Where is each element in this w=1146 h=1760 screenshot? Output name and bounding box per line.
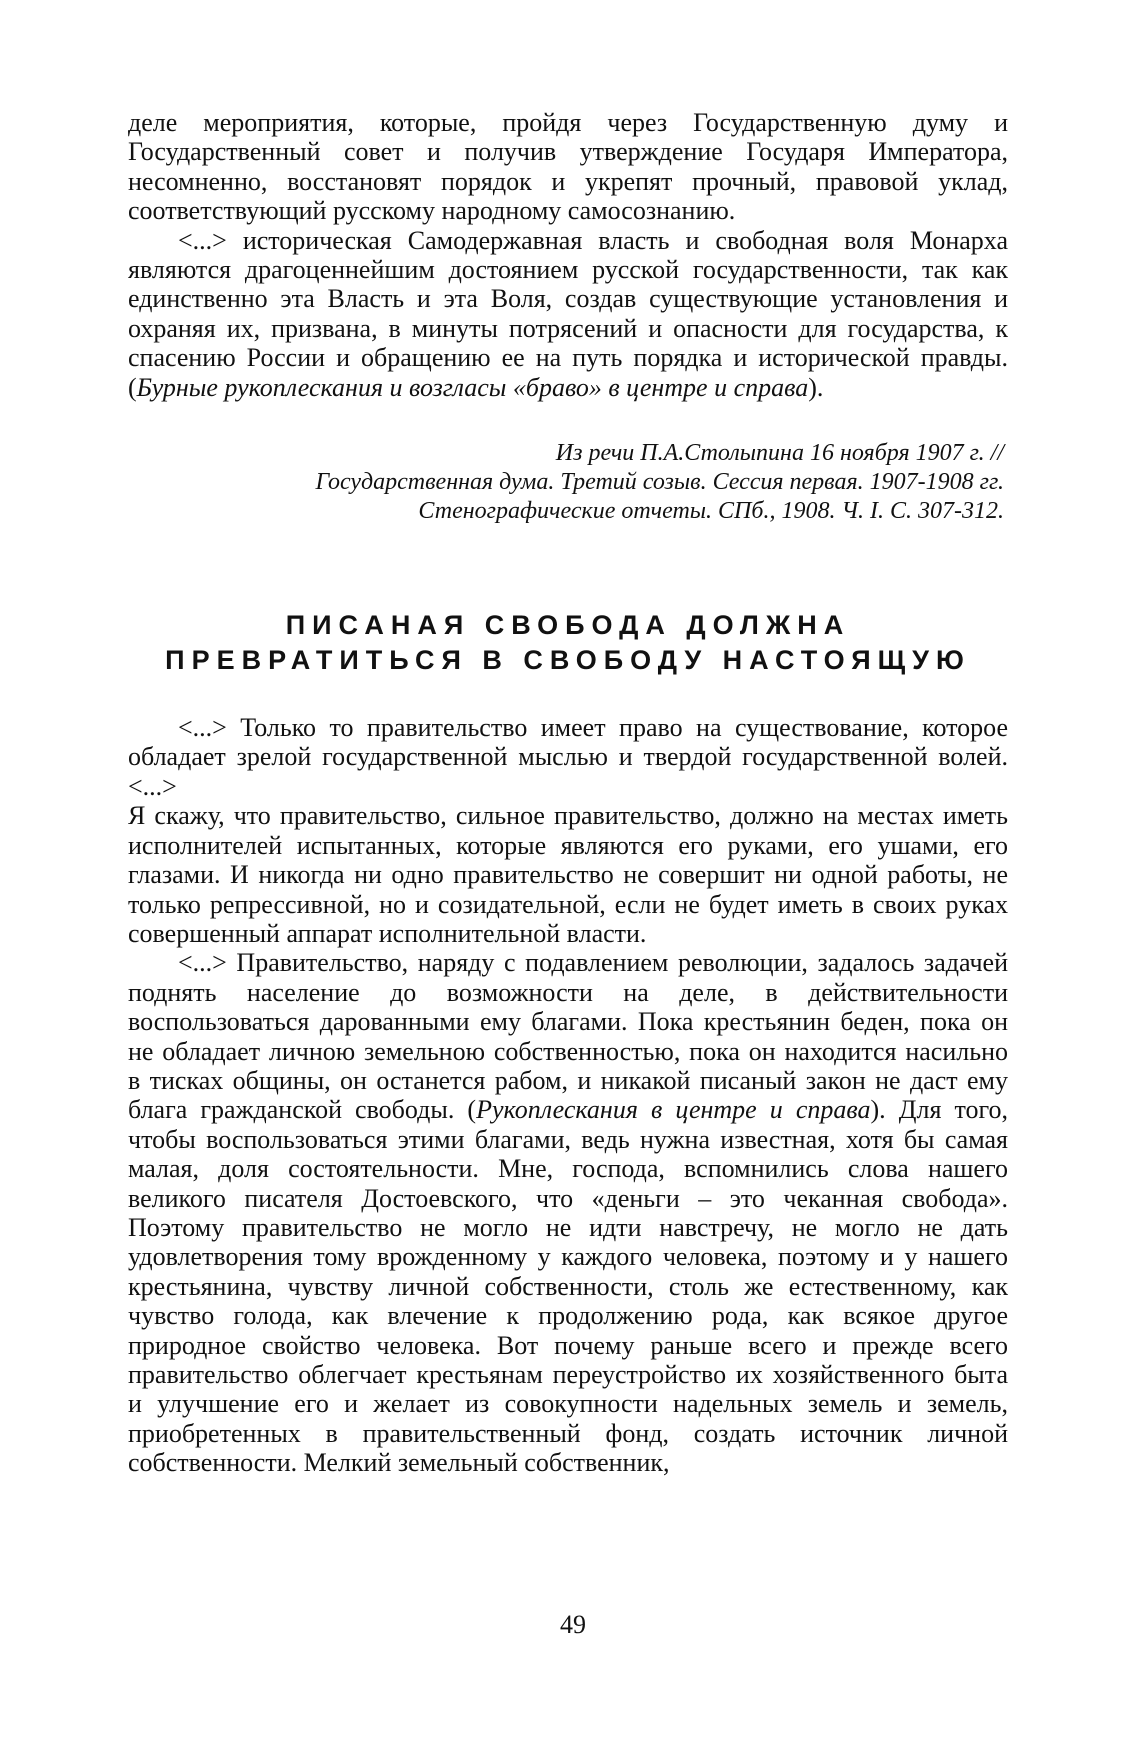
heading-line: ПРЕВРАТИТЬСЯ В СВОБОДУ НАСТОЯЩУЮ (165, 645, 971, 676)
source-line: Стенографические отчеты. СПб., 1908. Ч. I. С. 307-312. (418, 498, 1004, 525)
paragraph-autocracy (128, 226, 1008, 402)
page-number: 49 (560, 1610, 586, 1639)
paragraph-text-tail: ). (808, 372, 824, 402)
paragraph-continuation (128, 108, 1008, 226)
paragraph-text: <...> Правительство, наряду с подавлением революции, задалось задачей поднять население до возможности на деле, в действительности воспользоваться дарованными ему благами. Пока крестьянин беден, пока он не обладает личною земельною собственностью, пока он находится насильно в тисках общины, он останется рабом, и никакой писаный закон не даст ему блага гражданской свободы. ( (128, 948, 1008, 1125)
paragraph-text: <...> историческая Самодержавная власть и свободная воля Монарха являются драгоценнейшим достоянием русской государственности, так как единственно эта Власть и эта Воля, создав существующие установления и охраняя их, призвана, в минуты потрясений и опасности для государства, к спасению России и обращению ее на путь порядка и исторической правды. ( (128, 225, 1008, 402)
source-citation (128, 439, 1008, 526)
paragraph-text: деле мероприятия, которые, пройдя через Государственную думу и Государственный совет и получив утверждение Государя Императора, несомненно, восстановят порядок и укрепят прочный, правовой уклад, соответствующий русскому народному самосознанию. (128, 108, 1008, 226)
section-heading (128, 608, 1008, 678)
source-line: Из речи П.А.Столыпина 16 ноября 1907 г. // (555, 440, 1004, 467)
paragraph-strong-government (128, 801, 1008, 948)
stage-remark: Рукоплескания в центре и справа (476, 1095, 871, 1125)
paragraph-text-tail: ). Для того, чтобы воспользоваться этими благами, ведь нужна известная, хотя бы самая малая, доля состоятельности. Мне, господа, вспомнились слова нашего великого писателя Достоевского, что «деньги – это чеканная свобода». Поэтому правительство не могло не идти навстречу, не могло не дать удовлетворения тому врожденному у каждого человека, поэтому и у нашего крестьянина, чувству личной собственности, столь же естественному, как чувство голода, как влечение к продолжению рода, как всякое другое природное свойство человека. Вот почему раньше всего и прежде всего правительство облегчает крестьянам переустройство их хозяйственного быта и улучшение его и желает из совокупности надельных земель и земель, приобретенных в правительственный фонд, создать источник личной собственности. Мелкий земельный собственник, (128, 1095, 1009, 1478)
paragraph-peasant-property (128, 948, 1008, 1477)
paragraph-text: Я скажу, что правительство, сильное правительство, должно на местах иметь исполнителей испытанных, которые являются его руками, его ушами, его глазами. И никогда ни одно правительство не совершит ни одной работы, не только репрессивной, но и созидательной, если не будет иметь в своих руках совершенный аппарат исполнительной власти. (128, 801, 1008, 948)
paragraph-government-right (128, 713, 1008, 801)
stage-remark: Бурные рукоплескания и возгласы «браво» в центре и справа (136, 372, 809, 402)
source-line: Государственная дума. Третий созыв. Сессия первая. 1907-1908 гг. (315, 469, 1004, 496)
heading-line: ПИСАНАЯ СВОБОДА ДОЛЖНА (285, 610, 851, 641)
paragraph-text: <...> Только то правительство имеет право на существование, которое обладает зрелой государственной мыслью и твердой государственной волей. <...> (128, 713, 1008, 801)
page-body (128, 108, 1008, 1478)
